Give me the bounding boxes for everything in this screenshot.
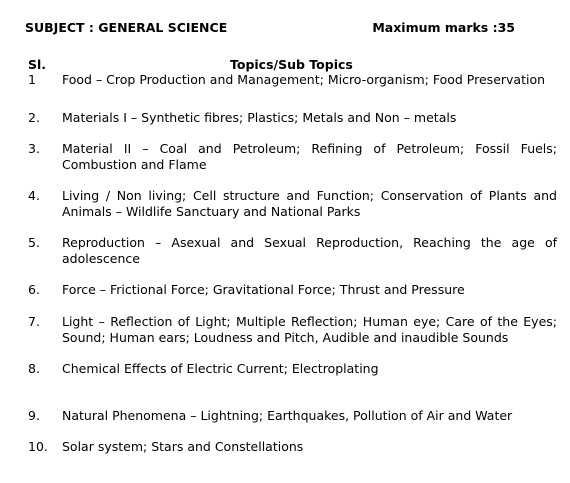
row-topic: Light – Reflection of Light; Multiple Reflection; Human eye; Care of the Eyes; Sound; Human ears; Loudness and Pitch, Audible and inaudible Sounds: [62, 314, 557, 345]
row-topic: Solar system; Stars and Constellations: [62, 439, 304, 454]
row-number: 5.: [28, 235, 40, 250]
row-number: 3.: [28, 141, 40, 156]
row-topic: Material II – Coal and Petroleum; Refining of Petroleum; Fossil Fuels; Combustion and Flame: [62, 141, 557, 172]
column-header-topics: Topics/Sub Topics: [230, 57, 353, 72]
row-topic: Reproduction – Asexual and Sexual Reproduction, Reaching the age of adolescence: [62, 235, 557, 266]
row-topic: Natural Phenomena – Lightning; Earthquakes, Pollution of Air and Water: [62, 408, 513, 423]
row-number: 2.: [28, 110, 40, 125]
row-topic: Force – Frictional Force; Gravitational Force; Thrust and Pressure: [62, 282, 465, 297]
row-number: 1: [28, 72, 36, 87]
row-number: 7.: [28, 314, 40, 329]
column-header-sl: Sl.: [28, 57, 47, 72]
document-header: [25, 20, 515, 40]
row-topic: Food – Crop Production and Management; Micro-organism; Food Preservation: [62, 72, 546, 87]
row-topic: Living / Non living; Cell structure and Function; Conservation of Plants and Animals – Wildlife Sanctuary and National Parks: [62, 188, 557, 219]
row-number: 8.: [28, 361, 40, 376]
maximum-marks: Maximum marks :35: [372, 20, 515, 35]
row-topic: Chemical Effects of Electric Current; Electroplating: [62, 361, 379, 376]
row-topic: Materials I – Synthetic fibres; Plastics; Metals and Non – metals: [62, 110, 457, 125]
row-number: 4.: [28, 188, 40, 203]
row-number: 10.: [28, 439, 48, 454]
row-number: 9.: [28, 408, 40, 423]
row-number: 6.: [28, 282, 40, 297]
subject-title: SUBJECT : GENERAL SCIENCE: [25, 20, 228, 35]
